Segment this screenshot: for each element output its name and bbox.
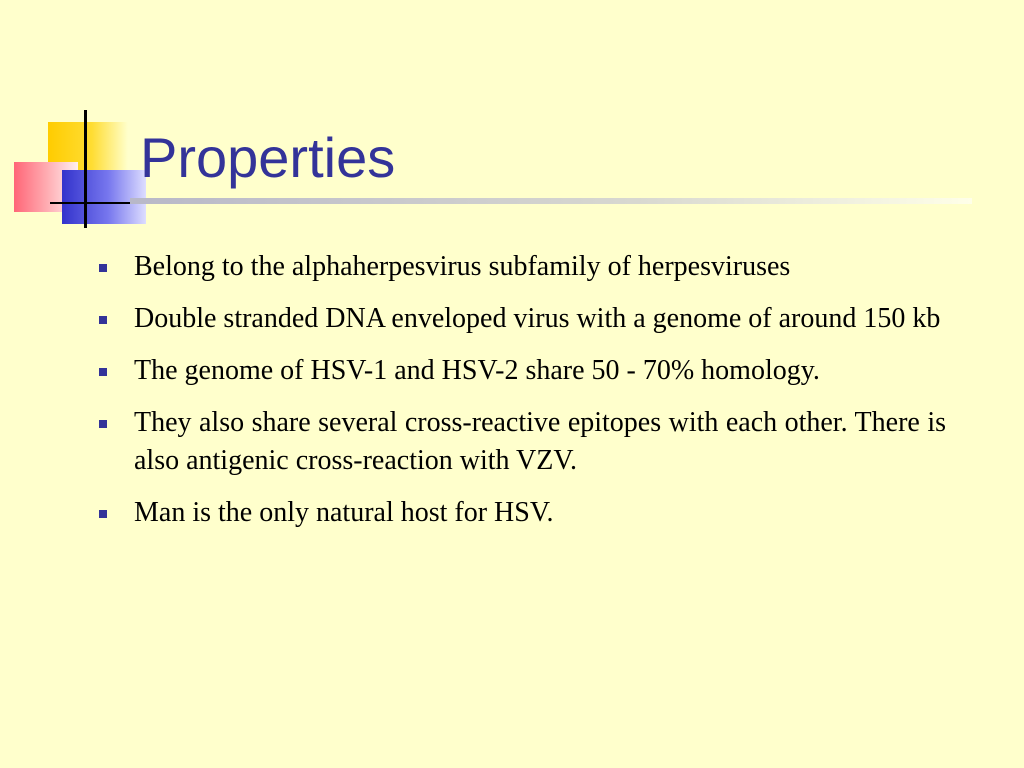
blue-square-shape: [62, 170, 146, 224]
bullet-text: Belong to the alphaherpesvirus subfamily of herpesviruses: [134, 251, 791, 282]
title-underline: [130, 198, 972, 204]
bullet-item: [96, 494, 946, 532]
bullet-text: Man is the only natural host for HSV.: [134, 497, 554, 528]
bullet-text: The genome of HSV-1 and HSV-2 share 50 - 70% homology.: [134, 355, 820, 386]
vertical-line-shape: [84, 110, 87, 228]
square-bullet-icon: [99, 264, 107, 272]
bullet-item: [96, 300, 946, 338]
bullet-item: [96, 248, 946, 286]
decorative-squares-logo: [0, 0, 160, 240]
slide-title: Properties: [140, 126, 396, 189]
square-bullet-icon: [99, 510, 107, 518]
bullet-text: They also share several cross-reactive epitopes with each other. There is also antigenic cross-reaction with VZV.: [134, 407, 946, 476]
bullet-item: [96, 352, 946, 390]
square-bullet-icon: [99, 420, 107, 428]
bullet-text: Double stranded DNA enveloped virus with a genome of around 150 kb: [134, 303, 941, 334]
bullet-item: [96, 404, 946, 480]
square-bullet-icon: [99, 368, 107, 376]
square-bullet-icon: [99, 316, 107, 324]
bullet-list: [96, 248, 946, 546]
